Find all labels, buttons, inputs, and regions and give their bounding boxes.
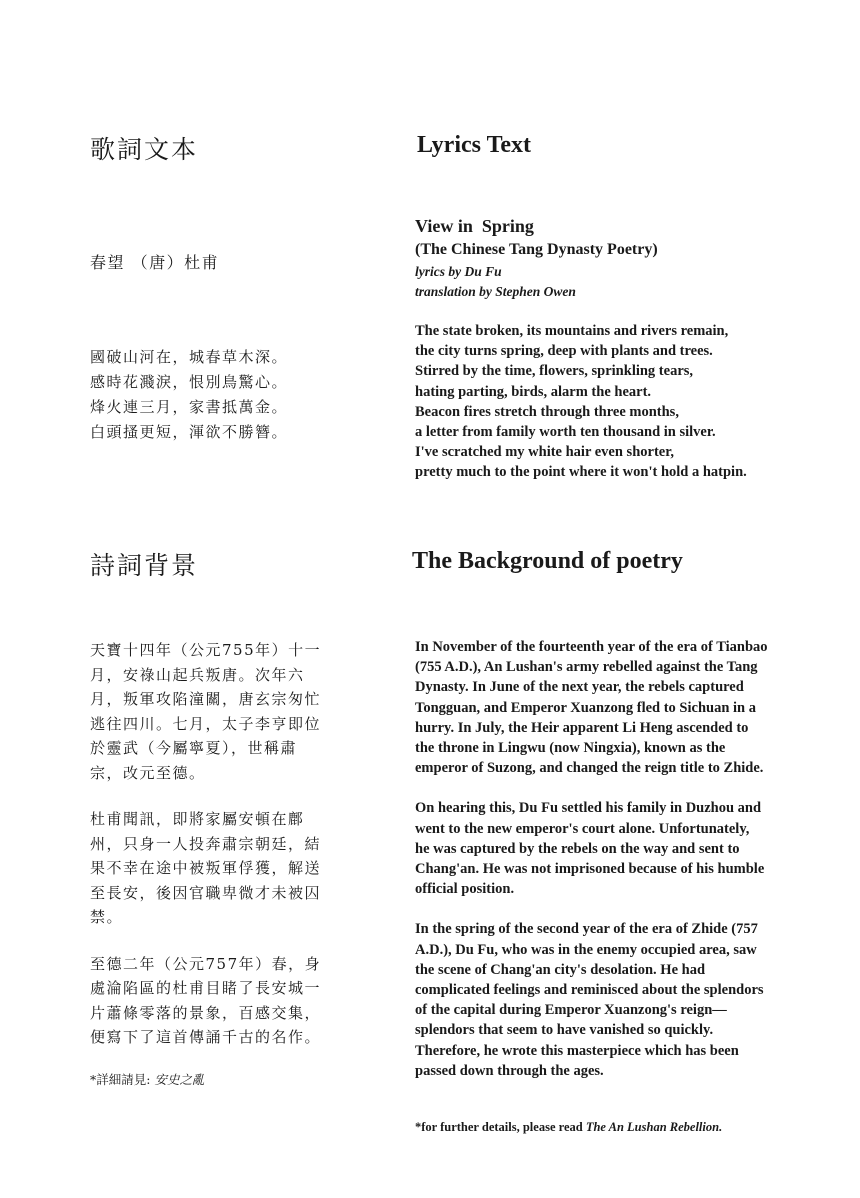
en-bg-line: Chang'an. He was not imprisoned because of his humble (415, 861, 765, 878)
en-bg-line: (755 A.D.), An Lushan's army rebelled against the Tang (415, 659, 758, 676)
en-poem-title: View in Spring (415, 216, 534, 236)
en-bg-line: he was captured by the rebels on the way and sent to (415, 840, 740, 857)
zh-bg-line: 便寫下了這首傳誦千古的名作。 (90, 1028, 322, 1046)
zh-background (90, 638, 321, 1050)
zh-bg-line: 至德二年（公元757年）春，身 (90, 954, 322, 973)
zh-poem-line: 烽火連三月，家書抵萬金。 (90, 398, 289, 416)
en-bg-line: Therefore, he wrote this masterpiece which has been (415, 1042, 739, 1059)
en-bg-line: official position. (415, 881, 515, 898)
zh-bg-line: 於靈武（今屬寧夏），世稱肅 (90, 739, 298, 757)
en-bg-line: On hearing this, Du Fu settled his family in Duzhou and (415, 800, 762, 817)
zh-bg-line: 宗，改元至德。 (90, 763, 206, 782)
en-background (415, 637, 768, 1081)
en-bg-line: hurry. In July, the Heir apparent Li Heng ascended to (415, 719, 749, 736)
zh-poem-line: 白頭搔更短，渾欲不勝簪。 (90, 423, 289, 441)
en-poem-meta (415, 214, 658, 302)
en-poem-line: Beacon fires stretch through three months, (415, 403, 679, 420)
zh-poem (90, 345, 288, 445)
zh-bg-line: 逃往四川。七月，太子李亨即位 (90, 714, 322, 733)
zh-bg-line: 天寶十四年（公元755年）十一 (90, 641, 322, 659)
zh-bg-line: 果不幸在途中被叛軍俘獲，解送 (90, 859, 322, 877)
zh-bg-line: 杜甫聞訊，即將家屬安頓在鄜 (90, 810, 305, 828)
zh-footnote-ref: 安史之亂 (154, 1072, 205, 1087)
zh-footnote (90, 1070, 204, 1088)
en-bg-line: complicated feelings and reminisced about the splendors (415, 982, 764, 999)
zh-background-heading: 詩詞背景 (90, 551, 199, 580)
en-poem-line: The state broken, its mountains and rivers remain, (415, 323, 729, 339)
zh-lyrics-heading: 歌詞文本 (90, 135, 199, 164)
zh-poem-line: 感時花濺淚，恨別鳥驚心。 (90, 373, 289, 391)
en-poem-line: pretty much to the point where it won't hold a hatpin. (415, 464, 747, 481)
zh-bg-line: 禁。 (90, 908, 124, 926)
en-lyrics-heading: Lyrics Text (417, 132, 532, 158)
zh-bg-line: 至長安，後因官職卑微才未被囚 (90, 883, 322, 902)
en-bg-line: of the capital during Emperor Xuanzong's reign— (415, 1002, 727, 1019)
en-poem-line: a letter from family worth ten thousand in silver. (415, 424, 716, 441)
zh-bg-line: 月，安祿山起兵叛唐。次年六 (90, 665, 305, 684)
zh-bg-line: 處淪陷區的杜甫目睹了長安城一 (90, 979, 322, 997)
en-bg-line: went to the new emperor's court alone. Unfortunately, (415, 820, 750, 837)
en-poem-line: I've scratched my white hair even shorter, (415, 444, 674, 461)
en-bg-line: the throne in Lingwu (now Ningxia), known as the (415, 740, 726, 757)
en-bg-line: the scene of Chang'an city's desolation. He had (415, 961, 706, 978)
zh-bg-line: 月，叛軍攻陷潼關，唐玄宗匆忙 (90, 690, 322, 708)
en-poem (415, 321, 747, 483)
en-bg-line: A.D.), Du Fu, who was in the enemy occupied area, saw (415, 941, 757, 958)
en-bg-line: In November of the fourteenth year of the era of Tianbao (415, 639, 768, 655)
zh-poem-line: 國破山河在，城春草木深。 (90, 348, 289, 366)
zh-poem-title: 春望 （唐）杜甫 (90, 253, 220, 272)
lyrics-credit: lyrics by Du Fu (415, 264, 502, 279)
en-poem-line: Stirred by the time, flowers, sprinkling tears, (415, 363, 694, 380)
en-bg-line: In the spring of the second year of the era of Zhide (757 (415, 921, 758, 938)
translation-credit: translation by Stephen Owen (415, 284, 576, 299)
en-footnote-prefix: *for further details, please read (415, 1120, 586, 1134)
zh-footnote-prefix: *詳細請見: (90, 1072, 155, 1087)
en-bg-line: passed down through the ages. (415, 1062, 604, 1079)
en-bg-line: Dynasty. In June of the next year, the rebels captured (415, 679, 744, 696)
en-background-heading: The Background of poetry (412, 548, 683, 574)
zh-bg-line: 片蕭條零落的景象，百感交集， (90, 1003, 322, 1022)
en-bg-line: Tongguan, and Emperor Xuanzong fled to Sichuan in a (415, 699, 756, 716)
en-bg-line: splendors that seem to have vanished so quickly. (415, 1022, 714, 1039)
en-footnote-ref: The An Lushan Rebellion. (585, 1120, 723, 1134)
en-bg-line: emperor of Suzong, and changed the reign title to Zhide. (415, 760, 764, 777)
en-poem-line: the city turns spring, deep with plants and trees. (415, 343, 713, 360)
en-poem-subtitle: (The Chinese Tang Dynasty Poetry) (415, 241, 658, 258)
zh-bg-line: 州，只身一人投奔肅宗朝廷，結 (90, 834, 322, 853)
en-poem-line: hating parting, birds, alarm the heart. (415, 383, 652, 400)
en-footnote (415, 1120, 722, 1135)
